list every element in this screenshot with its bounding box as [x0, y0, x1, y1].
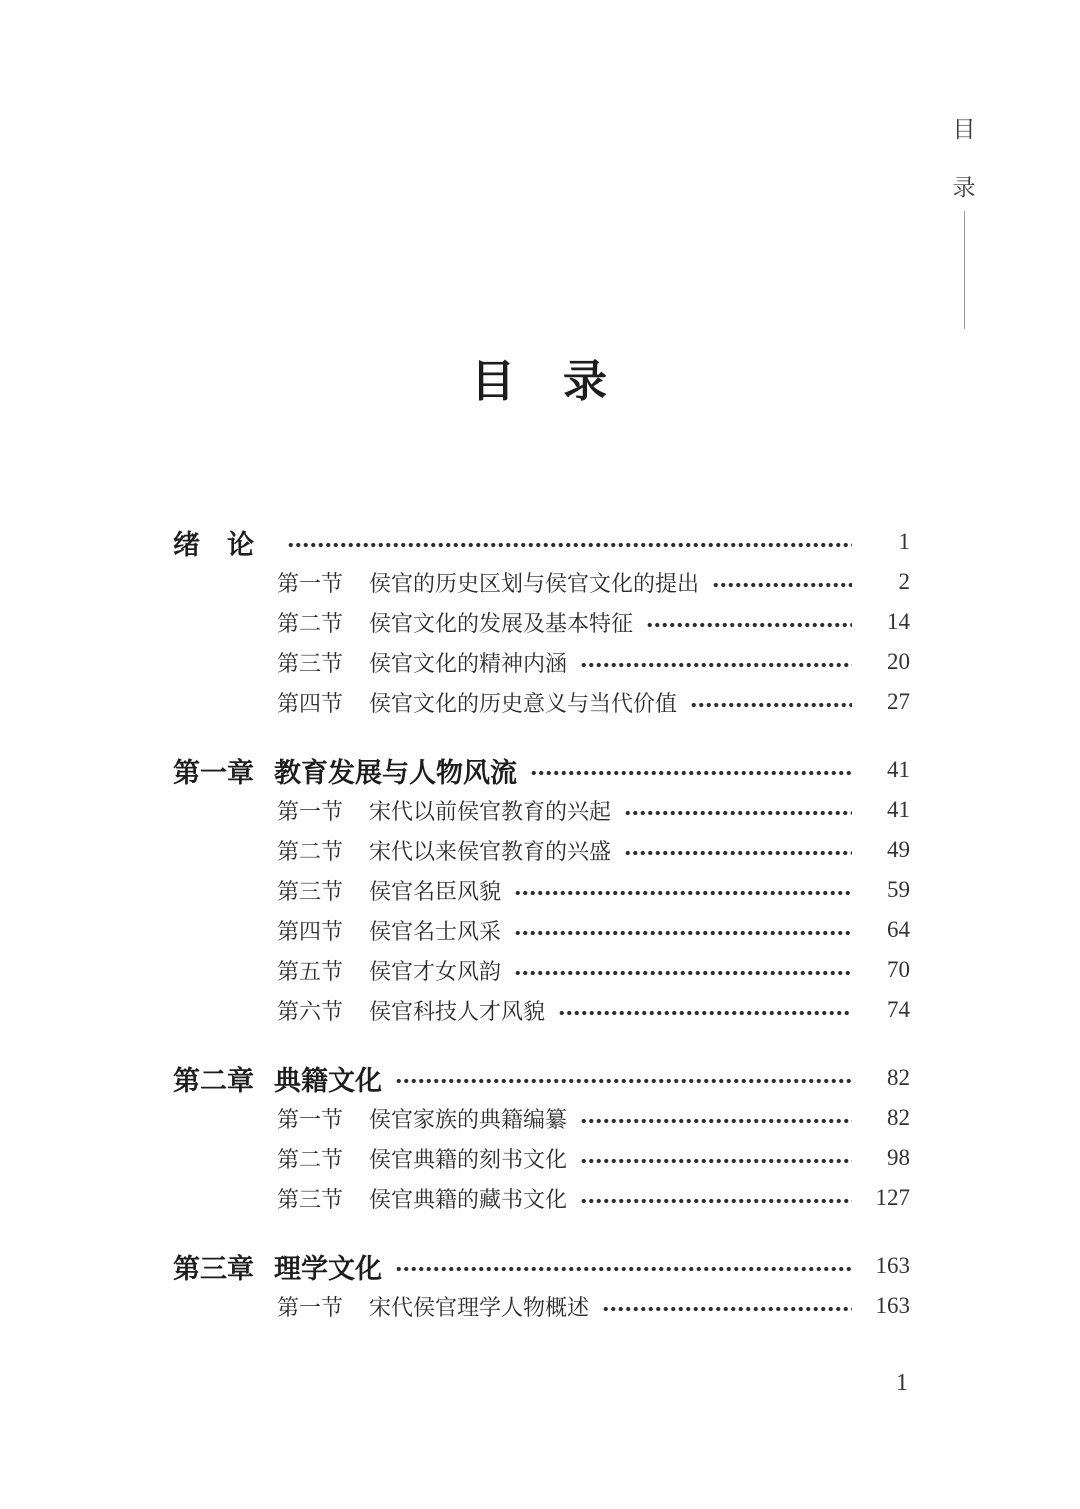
toc-entry-title: 宋代侯官理学人物概述	[369, 1294, 590, 1320]
toc-entry-page-number: 41	[887, 797, 910, 822]
toc-entry-label: 第五节	[277, 958, 344, 984]
dot-leader	[712, 581, 852, 589]
toc-entry-title: 侯官文化的历史意义与当代价值	[369, 690, 678, 716]
toc-entry-title: 侯官文化的发展及基本特征	[369, 610, 634, 636]
toc-entry-title: 理学文化	[274, 1253, 382, 1284]
toc-entry-section	[173, 830, 910, 870]
toc-entry-page-number: 14	[887, 609, 910, 634]
toc-entry-title: 侯官名臣风貌	[369, 878, 502, 904]
toc-entry-section	[173, 950, 910, 990]
toc-entry-label: 第三节	[277, 1186, 344, 1212]
toc-entry-section	[173, 562, 910, 602]
toc-entry-section	[173, 910, 910, 950]
toc-entry-page-number: 163	[875, 1293, 910, 1318]
dot-leader	[287, 541, 852, 549]
toc-entry-label: 第三节	[277, 878, 344, 904]
toc-entry-section	[173, 682, 910, 722]
toc-entry-page-number: 127	[875, 1185, 910, 1210]
toc-entry-title: 侯官典籍的刻书文化	[369, 1146, 568, 1172]
page-margin-header	[950, 118, 978, 329]
toc-entry-title: 侯官家族的典籍编纂	[369, 1106, 568, 1132]
toc-entry-title: 侯官的历史区划与侯官文化的提出	[369, 570, 700, 596]
toc-entry-chapter	[173, 750, 910, 790]
toc-entry-title: 侯官典籍的藏书文化	[369, 1186, 568, 1212]
toc-entry-label: 第一节	[277, 1106, 344, 1132]
toc-list	[173, 522, 910, 1326]
toc-entry-label: 第二节	[277, 610, 344, 636]
page-title: 目 录	[471, 357, 609, 406]
toc-entry-chapter	[173, 1246, 910, 1286]
folio-page-number: 1	[896, 1370, 908, 1396]
toc-entry-page-number: 49	[887, 837, 910, 862]
toc-entry-section	[173, 1098, 910, 1138]
toc-entry-page-number: 2	[898, 569, 910, 594]
dot-leader	[580, 1157, 852, 1165]
toc-entry-label: 第三节	[277, 650, 344, 676]
toc-entry-section	[173, 642, 910, 682]
dot-leader	[646, 621, 852, 629]
toc-entry-title: 侯官名士风采	[369, 918, 502, 944]
toc-entry-page-number: 59	[887, 877, 910, 902]
dot-leader	[580, 661, 852, 669]
toc-entry-section	[173, 990, 910, 1030]
toc-entry-page-number: 74	[887, 997, 910, 1022]
dot-leader	[530, 769, 852, 777]
toc-entry-page-number: 64	[887, 917, 910, 942]
toc-entry-section	[173, 1138, 910, 1178]
margin-header-char-top: 目	[952, 117, 976, 142]
toc-entry-title: 宋代以来侯官教育的兴盛	[369, 838, 612, 864]
dot-leader	[580, 1117, 852, 1125]
dot-leader	[602, 1305, 852, 1313]
toc-entry-label: 第一节	[277, 570, 344, 596]
toc-entry-label: 第四节	[277, 690, 344, 716]
toc-entry-page-number: 98	[887, 1145, 910, 1170]
toc-entry-title: 教育发展与人物风流	[274, 757, 517, 788]
dot-leader	[690, 701, 852, 709]
toc-entry-page-number: 82	[887, 1065, 910, 1090]
toc-entry-title: 侯官科技人才风貌	[369, 998, 546, 1024]
toc-entry-label: 第四节	[277, 918, 344, 944]
dot-leader	[558, 1009, 852, 1017]
dot-leader	[624, 849, 852, 857]
dot-leader	[624, 809, 852, 817]
toc-entry-label: 第二节	[277, 1146, 344, 1172]
toc-entry-section	[173, 1178, 910, 1218]
toc-entry-page-number: 163	[875, 1253, 910, 1278]
toc-entry-chapter	[173, 522, 910, 562]
dot-leader	[580, 1197, 852, 1205]
toc-entry-label: 第二节	[277, 838, 344, 864]
toc-entry-label: 第一节	[277, 1294, 344, 1320]
toc-entry-page-number: 41	[887, 757, 910, 782]
toc-entry-page-number: 1	[898, 529, 910, 554]
toc-entry-page-number: 20	[887, 649, 910, 674]
toc-entry-title: 典籍文化	[274, 1065, 382, 1096]
toc-entry-label: 第三章	[173, 1253, 254, 1284]
toc-entry-section	[173, 602, 910, 642]
toc-entry-section	[173, 1286, 910, 1326]
toc-entry-label: 绪 论	[173, 529, 254, 560]
toc-entry-section	[173, 870, 910, 910]
toc-entry-title: 侯官才女风韵	[369, 958, 502, 984]
toc-entry-label: 第二章	[173, 1065, 254, 1096]
toc-entry-label: 第六节	[277, 998, 344, 1024]
toc-entry-title: 宋代以前侯官教育的兴起	[369, 798, 612, 824]
dot-leader	[514, 889, 852, 897]
dot-leader	[395, 1077, 852, 1085]
dot-leader	[514, 929, 852, 937]
toc-entry-chapter	[173, 1058, 910, 1098]
toc-entry-label: 第一章	[173, 757, 254, 788]
toc-entry-label: 第一节	[277, 798, 344, 824]
toc-entry-section	[173, 790, 910, 830]
toc-entry-title: 侯官文化的精神内涵	[369, 650, 568, 676]
dot-leader	[395, 1265, 852, 1273]
margin-header-char-bottom: 录	[952, 175, 976, 200]
toc-entry-page-number: 27	[887, 689, 910, 714]
toc-entry-page-number: 82	[887, 1105, 910, 1130]
dot-leader	[514, 969, 852, 977]
toc-entry-page-number: 70	[887, 957, 910, 982]
margin-header-rule	[964, 211, 965, 329]
